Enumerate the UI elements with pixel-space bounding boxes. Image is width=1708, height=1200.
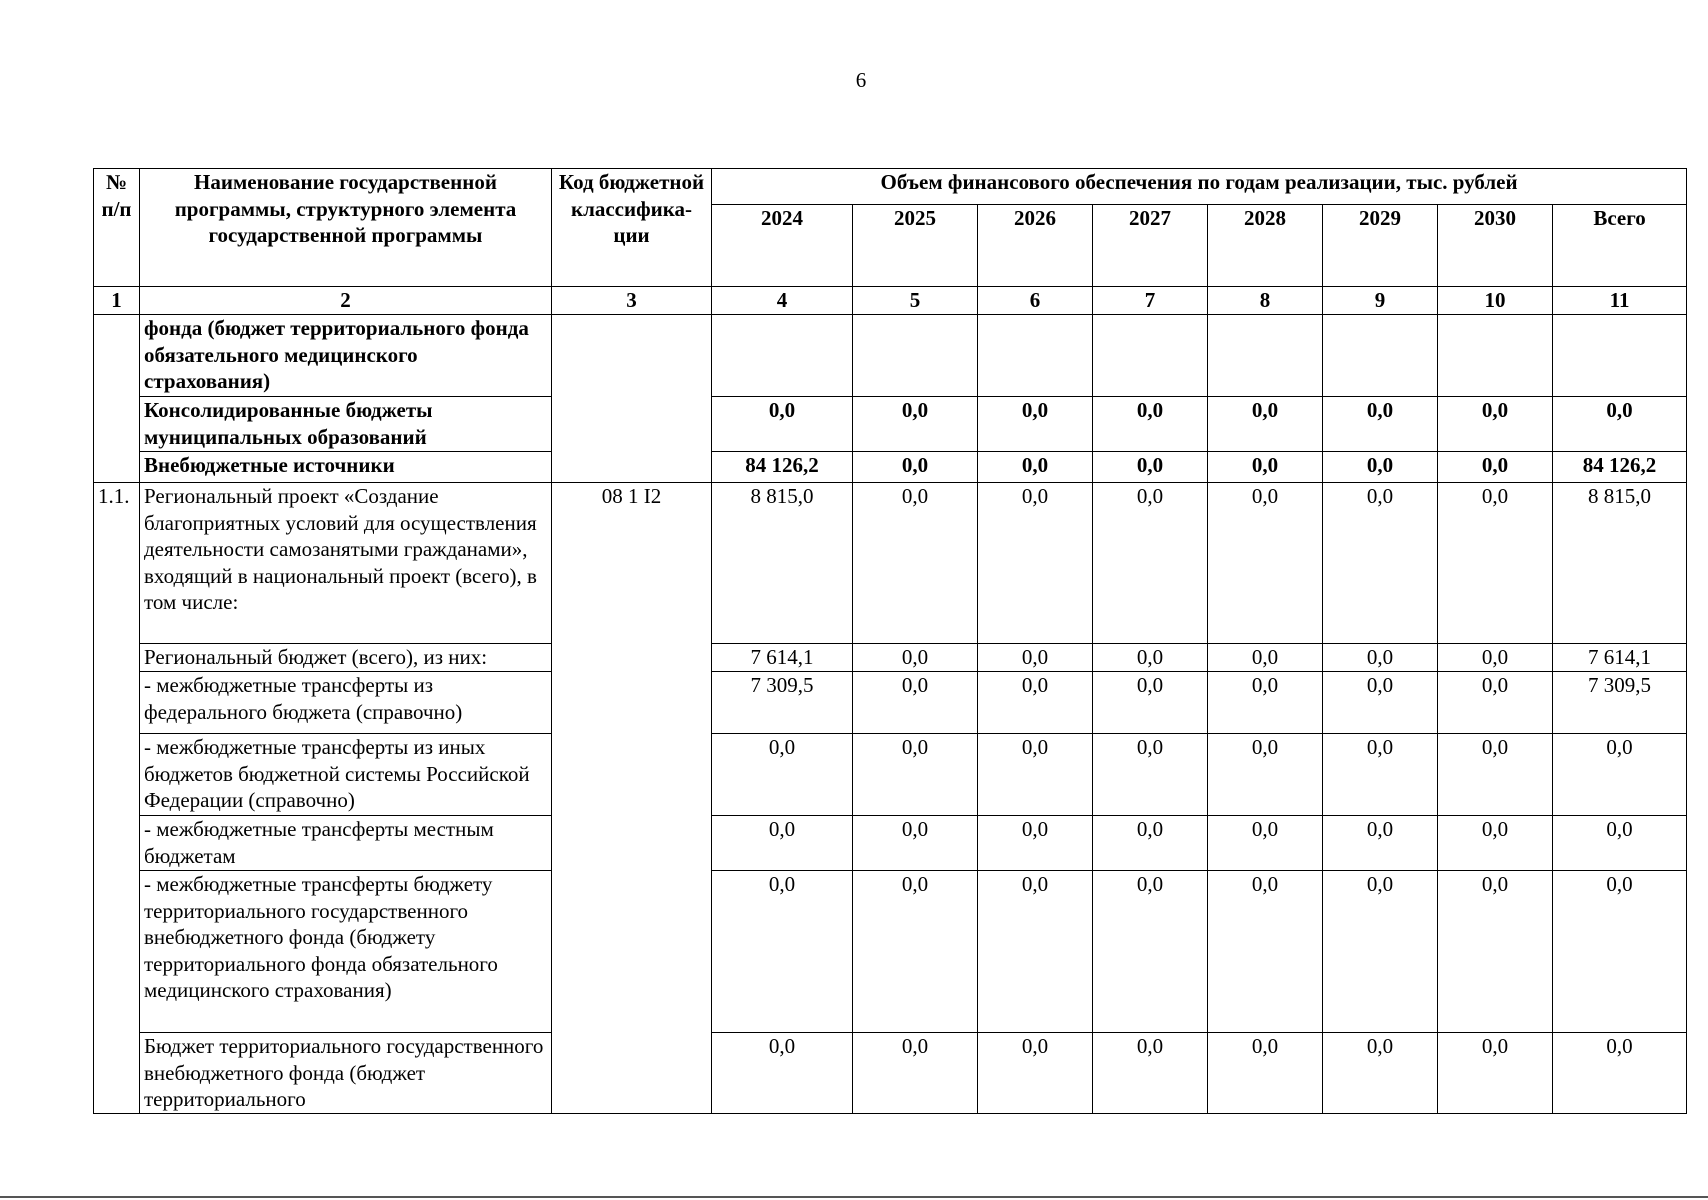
row-value: 0,0 <box>1553 816 1687 871</box>
row-value <box>712 315 853 397</box>
row-name: Консолидированные бюджеты муниципальных образований <box>140 397 552 452</box>
row-value: 84 126,2 <box>1553 452 1687 483</box>
table-row <box>94 644 1687 672</box>
table-row <box>94 452 1687 483</box>
row-value: 0,0 <box>1323 871 1438 1033</box>
row-value: 0,0 <box>853 483 978 644</box>
row-value: 0,0 <box>853 871 978 1033</box>
row-value: 0,0 <box>1323 1033 1438 1114</box>
row-value: 0,0 <box>1553 734 1687 816</box>
table-row <box>94 734 1687 816</box>
row-value: 0,0 <box>978 452 1093 483</box>
table-row <box>94 816 1687 871</box>
row-value: 0,0 <box>712 816 853 871</box>
financing-table <box>93 168 1687 1114</box>
header-year: 2030 <box>1438 205 1553 287</box>
row-value: 0,0 <box>712 1033 853 1114</box>
row-value: 0,0 <box>853 672 978 734</box>
table-row <box>94 315 1687 397</box>
row-value: 0,0 <box>978 644 1093 672</box>
header-year: 2028 <box>1208 205 1323 287</box>
row-value <box>1093 315 1208 397</box>
header-year: 2025 <box>853 205 978 287</box>
row-value: 8 815,0 <box>712 483 853 644</box>
row-value: 0,0 <box>1323 644 1438 672</box>
header-year: 2026 <box>978 205 1093 287</box>
row-value: 0,0 <box>1208 816 1323 871</box>
row-name: Бюджет территориального государственного внебюджетного фонда (бюджет территориального <box>140 1033 552 1114</box>
table-row <box>94 672 1687 734</box>
page-edge-line <box>0 1196 1708 1198</box>
header-row-1 <box>94 169 1687 205</box>
row-value <box>978 315 1093 397</box>
row-value: 0,0 <box>1093 644 1208 672</box>
table-row <box>94 483 1687 644</box>
header-year: 2024 <box>712 205 853 287</box>
row-value: 0,0 <box>853 644 978 672</box>
row-value: 0,0 <box>1208 397 1323 452</box>
row-value: 7 309,5 <box>712 672 853 734</box>
row-value: 0,0 <box>712 871 853 1033</box>
column-number: 2 <box>140 287 552 315</box>
column-number: 1 <box>94 287 140 315</box>
row-value: 7 614,1 <box>712 644 853 672</box>
header-year: 2027 <box>1093 205 1208 287</box>
row-value: 0,0 <box>1438 871 1553 1033</box>
row-name: Региональный проект «Создание благоприятных условий для осуществления деятельности самозанятыми гражданами», входящий в национальный проект (всего), в том числе: <box>140 483 552 644</box>
row-value: 0,0 <box>1208 1033 1323 1114</box>
column-number: 4 <box>712 287 853 315</box>
column-number: 5 <box>853 287 978 315</box>
row-name: Внебюджетные источники <box>140 452 552 483</box>
row-value: 0,0 <box>1093 816 1208 871</box>
row-value <box>1208 315 1323 397</box>
header-total: Всего <box>1553 205 1687 287</box>
row-value: 0,0 <box>1438 1033 1553 1114</box>
row-value <box>1323 315 1438 397</box>
page-number: 6 <box>855 68 867 92</box>
row-value: 0,0 <box>1323 397 1438 452</box>
row-code <box>552 315 712 483</box>
row-value: 0,0 <box>1208 483 1323 644</box>
row-value: 0,0 <box>712 397 853 452</box>
row-value: 0,0 <box>1438 816 1553 871</box>
row-value <box>853 315 978 397</box>
row-value: 0,0 <box>712 734 853 816</box>
row-value: 0,0 <box>978 871 1093 1033</box>
header-year: 2029 <box>1323 205 1438 287</box>
row-value: 0,0 <box>1208 672 1323 734</box>
row-value: 0,0 <box>1208 871 1323 1033</box>
row-value: 0,0 <box>978 816 1093 871</box>
row-num <box>94 315 140 483</box>
row-value: 0,0 <box>853 1033 978 1114</box>
header-volume: Объем финансового обеспечения по годам реализации, тыс. рублей <box>712 169 1687 205</box>
row-code: 08 1 I2 <box>552 483 712 1114</box>
table-row <box>94 871 1687 1033</box>
column-number: 3 <box>552 287 712 315</box>
row-value: 0,0 <box>853 452 978 483</box>
row-name: - межбюджетные трансферты местным бюджетам <box>140 816 552 871</box>
row-value: 0,0 <box>1093 871 1208 1033</box>
row-value: 0,0 <box>1323 672 1438 734</box>
row-value: 0,0 <box>1093 734 1208 816</box>
row-value: 84 126,2 <box>712 452 853 483</box>
column-number: 8 <box>1208 287 1323 315</box>
row-value: 0,0 <box>978 672 1093 734</box>
column-number: 7 <box>1093 287 1208 315</box>
row-name: - межбюджетные трансферты бюджету территориального государственного внебюджетного фонда (бюджету территориального фонда обязательного медицинского страхования) <box>140 871 552 1033</box>
row-value: 0,0 <box>1553 871 1687 1033</box>
row-value: 0,0 <box>1438 452 1553 483</box>
row-value: 0,0 <box>1093 483 1208 644</box>
row-value: 0,0 <box>1438 644 1553 672</box>
column-number-row <box>94 287 1687 315</box>
row-value: 0,0 <box>1553 397 1687 452</box>
row-value: 0,0 <box>853 397 978 452</box>
row-value: 8 815,0 <box>1553 483 1687 644</box>
row-value: 0,0 <box>1323 452 1438 483</box>
row-value: 0,0 <box>1438 734 1553 816</box>
row-num: 1.1. <box>94 483 140 1114</box>
row-value: 0,0 <box>1553 1033 1687 1114</box>
row-value: 0,0 <box>1208 644 1323 672</box>
row-value: 7 309,5 <box>1553 672 1687 734</box>
row-value: 7 614,1 <box>1553 644 1687 672</box>
column-number: 11 <box>1553 287 1687 315</box>
row-value: 0,0 <box>1093 1033 1208 1114</box>
row-value: 0,0 <box>1323 734 1438 816</box>
row-value: 0,0 <box>1323 483 1438 644</box>
row-name: фонда (бюджет территориального фонда обязательного медицинского страхования) <box>140 315 552 397</box>
row-value: 0,0 <box>853 816 978 871</box>
row-value: 0,0 <box>1323 816 1438 871</box>
row-value: 0,0 <box>1438 672 1553 734</box>
row-name: - межбюджетные трансферты из федерального бюджета (справочно) <box>140 672 552 734</box>
row-value: 0,0 <box>978 734 1093 816</box>
column-number: 6 <box>978 287 1093 315</box>
row-value: 0,0 <box>1438 397 1553 452</box>
row-value: 0,0 <box>978 397 1093 452</box>
row-value: 0,0 <box>1208 734 1323 816</box>
table-row <box>94 1033 1687 1114</box>
row-value: 0,0 <box>1093 452 1208 483</box>
row-value: 0,0 <box>1438 483 1553 644</box>
row-value <box>1553 315 1687 397</box>
row-value <box>1438 315 1553 397</box>
column-number: 10 <box>1438 287 1553 315</box>
header-num: № п/п <box>94 169 140 287</box>
row-value: 0,0 <box>1093 672 1208 734</box>
row-name: Региональный бюджет (всего), из них: <box>140 644 552 672</box>
row-value: 0,0 <box>978 1033 1093 1114</box>
row-name: - межбюджетные трансферты из иных бюджетов бюджетной системы Российской Федерации (справочно) <box>140 734 552 816</box>
header-name: Наименование государственной программы, структурного элемента государственной программы <box>140 169 552 287</box>
column-number: 9 <box>1323 287 1438 315</box>
table-row <box>94 397 1687 452</box>
row-value: 0,0 <box>1093 397 1208 452</box>
row-value: 0,0 <box>1208 452 1323 483</box>
row-value: 0,0 <box>978 483 1093 644</box>
row-value: 0,0 <box>853 734 978 816</box>
header-code: Код бюджетной классифика-ции <box>552 169 712 287</box>
